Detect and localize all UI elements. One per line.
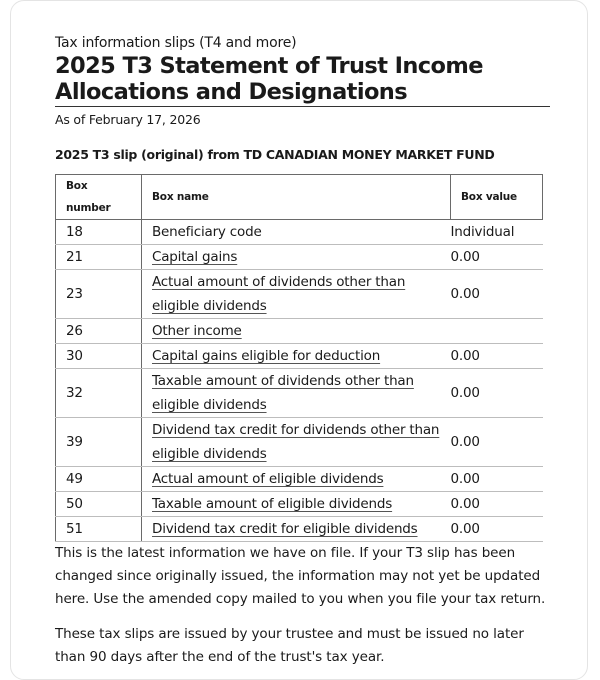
table-row bbox=[56, 369, 543, 418]
box-name-link[interactable]: Taxable amount of dividends other than eligible dividends bbox=[152, 373, 414, 413]
box-value-cell: 0.00 bbox=[451, 270, 543, 319]
box-value-cell: 0.00 bbox=[451, 369, 543, 418]
table-row bbox=[56, 344, 543, 369]
box-name-link[interactable]: Capital gains eligible for deduction bbox=[152, 348, 381, 364]
table-row bbox=[56, 319, 543, 344]
box-name-link[interactable]: Capital gains bbox=[152, 249, 238, 265]
table-row bbox=[56, 418, 543, 467]
box-value-cell: 0.00 bbox=[451, 245, 543, 270]
box-value-header: Box value bbox=[451, 175, 543, 220]
box-value-cell bbox=[451, 319, 543, 344]
table-row bbox=[56, 492, 543, 517]
box-number-cell: 32 bbox=[56, 369, 142, 418]
box-number-cell: 26 bbox=[56, 319, 142, 344]
box-name-cell: Beneficiary code bbox=[142, 220, 451, 245]
box-name-link[interactable]: Taxable amount of eligible dividends bbox=[152, 496, 393, 512]
table-row bbox=[56, 517, 543, 542]
latest-info-note: This is the latest information we have on file. If your T3 slip has been changed since originally issued, the information may not yet be updated here. Use the amended copy mailed to you when you file your tax return. bbox=[55, 545, 546, 607]
box-value-cell: 0.00 bbox=[451, 517, 543, 542]
box-number-cell: 49 bbox=[56, 467, 142, 492]
box-number-cell: 39 bbox=[56, 418, 142, 467]
box-value-cell: 0.00 bbox=[451, 492, 543, 517]
box-number-cell: 23 bbox=[56, 270, 142, 319]
box-number-cell: 21 bbox=[56, 245, 142, 270]
t3-slip-table-body bbox=[56, 220, 543, 542]
box-value-cell: Individual bbox=[451, 220, 543, 245]
page-title: 2025 T3 Statement of Trust Income Allocations and Designations bbox=[55, 53, 550, 107]
section-label: Tax information slips (T4 and more) bbox=[55, 35, 297, 51]
box-number-cell: 50 bbox=[56, 492, 142, 517]
as-of-date: As of February 17, 2026 bbox=[55, 112, 201, 127]
table-row bbox=[56, 245, 543, 270]
box-number-cell: 18 bbox=[56, 220, 142, 245]
slip-heading: 2025 T3 slip (original) from TD CANADIAN MONEY MARKET FUND bbox=[55, 147, 495, 162]
box-name-header: Box name bbox=[142, 175, 451, 220]
box-value-cell: 0.00 bbox=[451, 418, 543, 467]
box-value-cell: 0.00 bbox=[451, 344, 543, 369]
box-name-link[interactable]: Dividend tax credit for dividends other than eligible dividends bbox=[152, 422, 440, 462]
box-name-link[interactable]: Actual amount of eligible dividends bbox=[152, 471, 384, 487]
box-number-cell: 51 bbox=[56, 517, 142, 542]
box-number-cell: 30 bbox=[56, 344, 142, 369]
table-row bbox=[56, 270, 543, 319]
table-row bbox=[56, 467, 543, 492]
table-row bbox=[56, 220, 543, 245]
box-name-link[interactable]: Actual amount of dividends other than eligible dividends bbox=[152, 274, 406, 314]
t3-slip-section bbox=[55, 34, 550, 669]
notes bbox=[55, 542, 550, 669]
t3-slip-table bbox=[55, 174, 543, 542]
box-number-header: Box number bbox=[56, 175, 142, 220]
box-name-link[interactable]: Other income bbox=[152, 323, 242, 339]
box-value-cell: 0.00 bbox=[451, 467, 543, 492]
box-name-link[interactable]: Dividend tax credit for eligible dividends bbox=[152, 521, 418, 537]
table-header-row bbox=[56, 175, 543, 220]
trustee-note: These tax slips are issued by your trustee and must be issued no later than 90 days after the end of the trust's tax year. bbox=[55, 626, 524, 665]
